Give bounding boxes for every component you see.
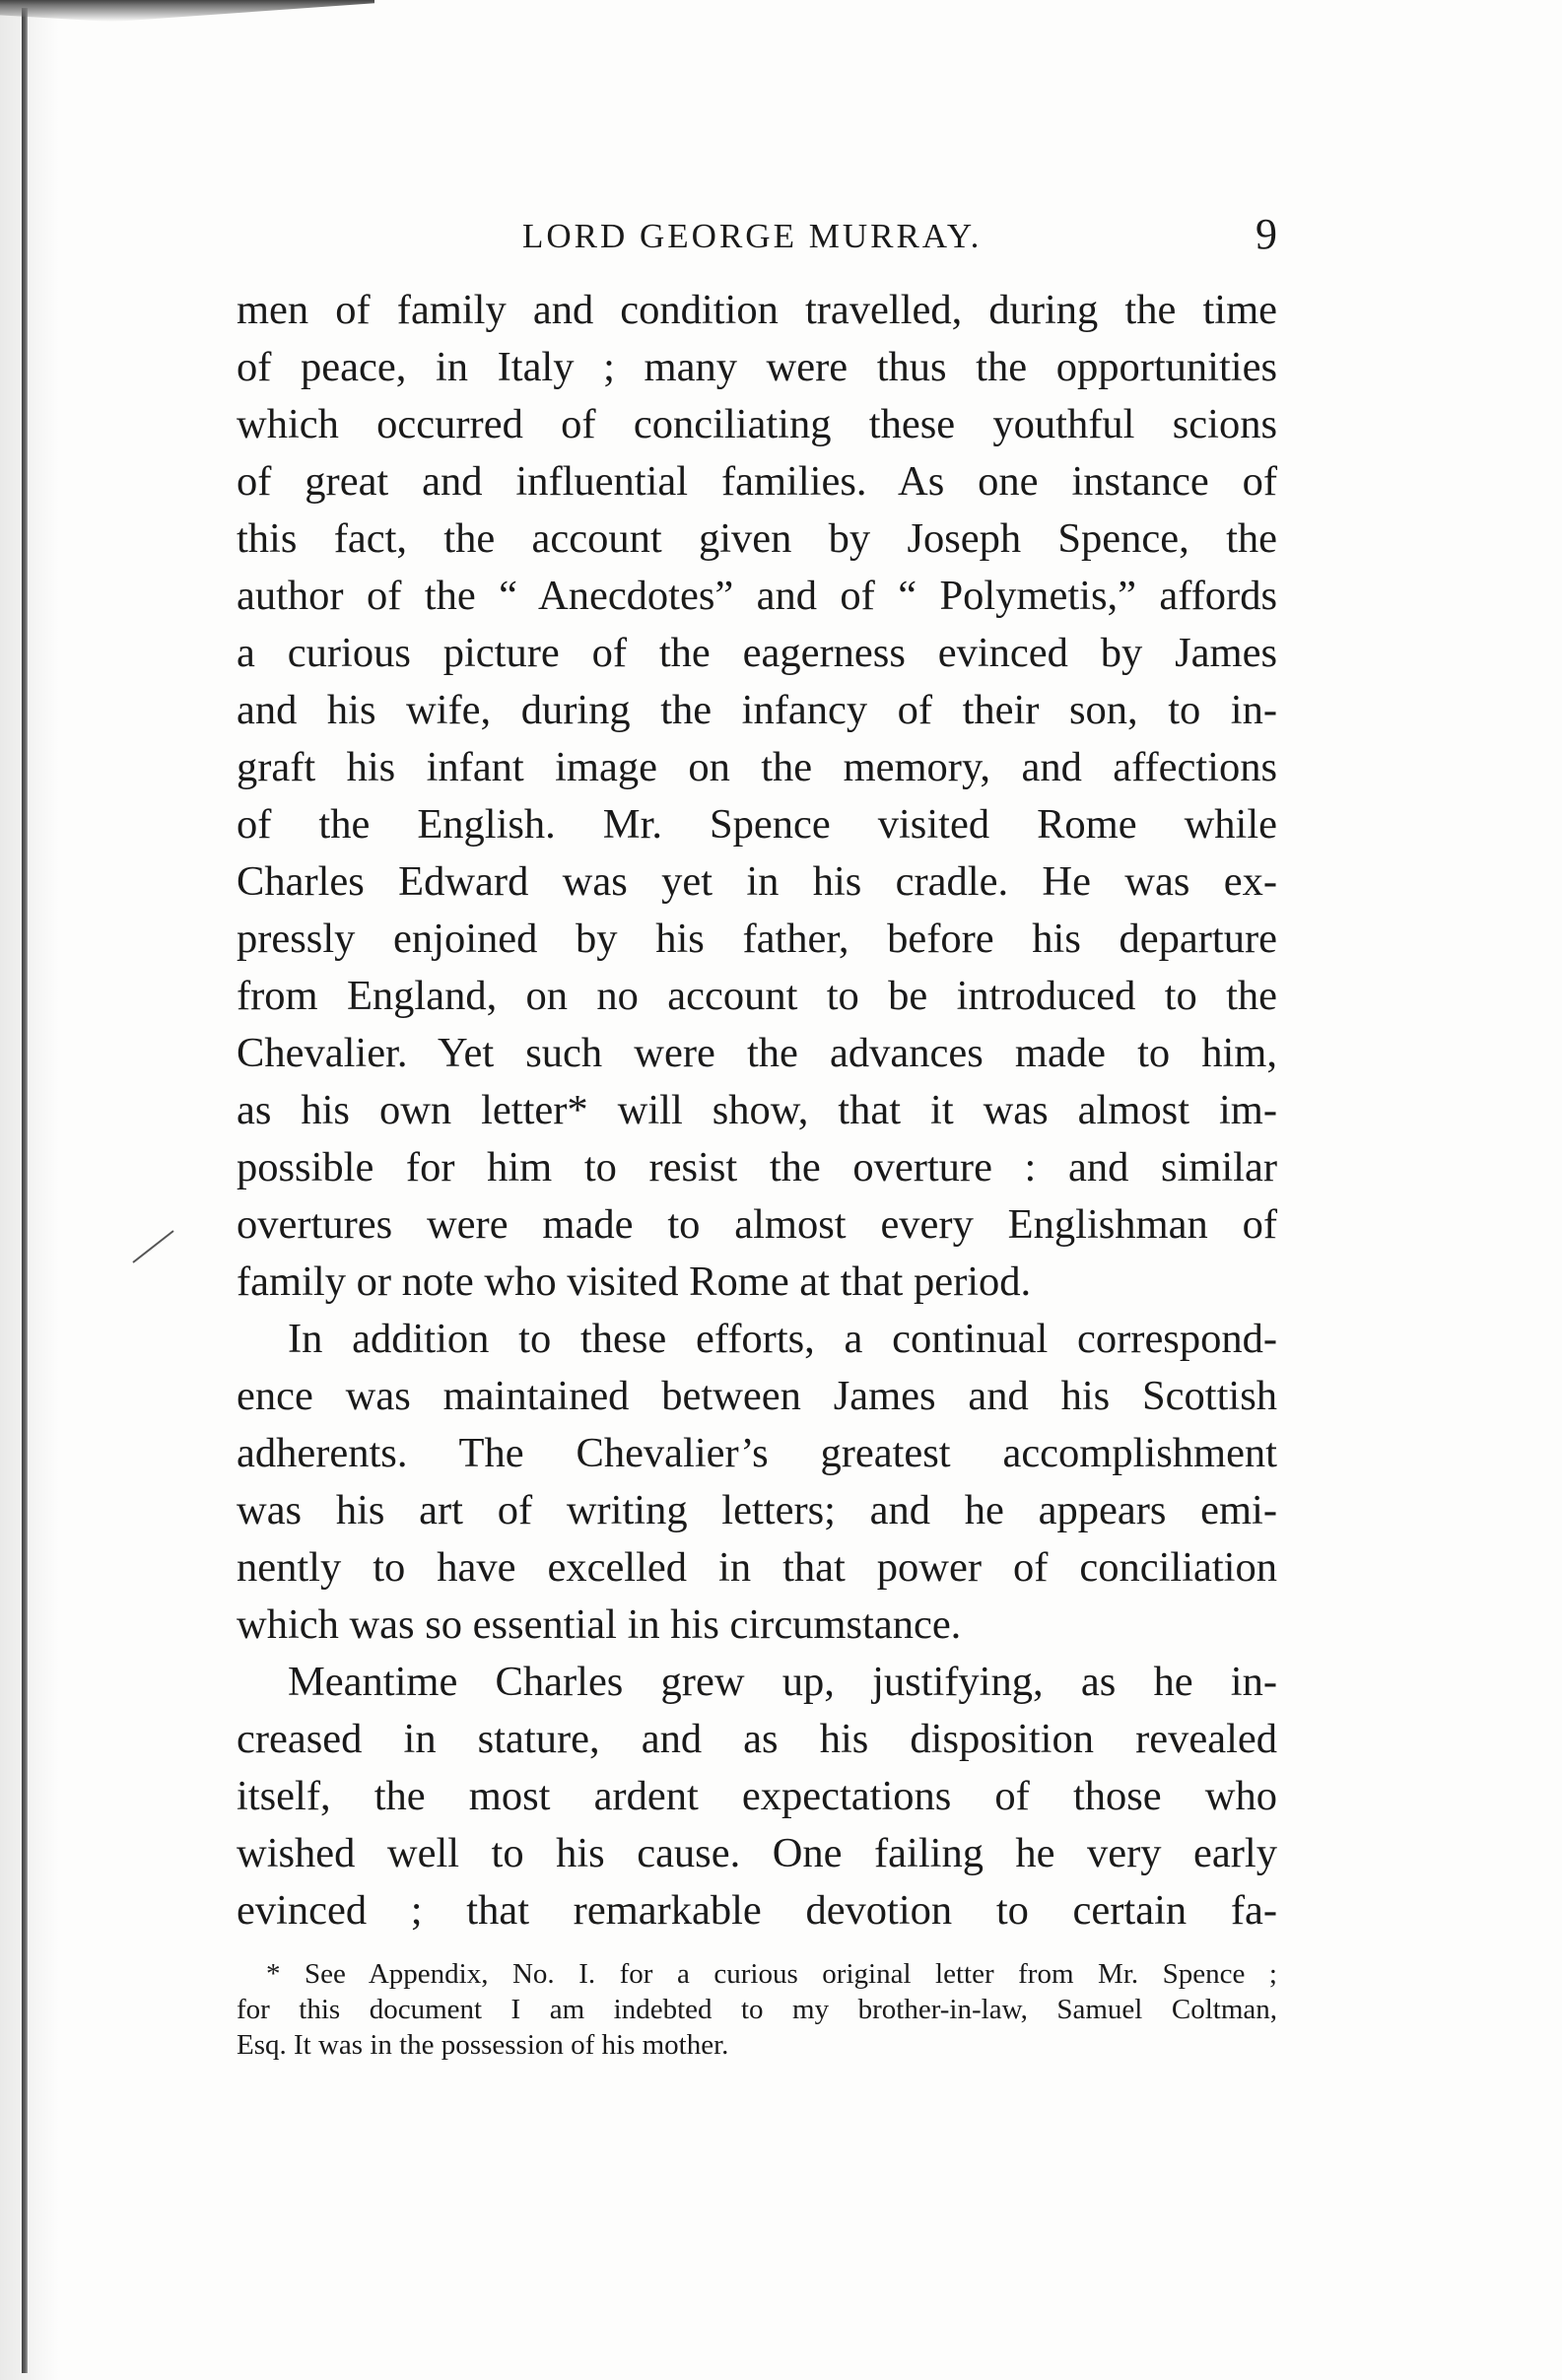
text-line: itself, the most ardent expectations of those who [237, 1773, 1277, 1819]
footnote-line: * See Appendix, No. I. for a curious original letter from Mr. Spence ; [266, 1958, 1277, 1990]
text-line: evinced ; that remarkable devotion to certain fa- [237, 1887, 1277, 1934]
text-line: adherents. The Chevalier’s greatest accomplishment [237, 1430, 1277, 1476]
text-line: pressly enjoined by his father, before his departure [237, 916, 1277, 962]
text-line: graft his infant image on the memory, and affections [237, 744, 1277, 790]
text-line: and his wife, during the infancy of their son, to in- [237, 687, 1277, 733]
text-line: wished well to his cause. One failing he very early [237, 1830, 1277, 1876]
text-line: as his own letter* will show, that it was almost im- [237, 1087, 1277, 1133]
body-text [237, 282, 1277, 1939]
text-line: overtures were made to almost every Englishman of [237, 1201, 1277, 1248]
text-line: from England, on no account to be introduced to the [237, 973, 1277, 1019]
text-line: creased in stature, and as his disposition revealed [237, 1716, 1277, 1762]
text-line: of the English. Mr. Spence visited Rome while [237, 801, 1277, 848]
page-header [237, 209, 1277, 258]
text-line: a curious picture of the eagerness evinced by James [237, 630, 1277, 676]
text-line: which occurred of conciliating these youthful scions [237, 401, 1277, 447]
text-line: men of family and condition travelled, during the time [237, 287, 1277, 333]
page-number: 9 [1256, 210, 1277, 258]
text-line: nently to have excelled in that power of conciliation [237, 1544, 1277, 1591]
text-line: of peace, in Italy ; many were thus the opportunities [237, 344, 1277, 390]
text-line: Charles Edward was yet in his cradle. He was ex- [237, 858, 1277, 905]
pencil-mark [132, 1230, 173, 1263]
text-line: In addition to these efforts, a continual correspond- [288, 1316, 1277, 1362]
footnote-line: Esq. It was in the possession of his mother. [237, 2029, 729, 2061]
binding-shadow [0, 0, 59, 2380]
text-line: author of the “ Anecdotes” and of “ Polymetis,” affords [237, 573, 1277, 619]
text-line: which was so essential in his circumstance. [237, 1601, 962, 1648]
footnote-line: for this document I am indebted to my brother-in-law, Samuel Coltman, [237, 1994, 1277, 2025]
text-line: Meantime Charles grew up, justifying, as he in- [288, 1659, 1277, 1705]
text-line: family or note who visited Rome at that period. [237, 1258, 1032, 1305]
running-head: LORD GEORGE MURRAY. [522, 217, 983, 255]
text-line: ence was maintained between James and his Scottish [237, 1373, 1277, 1419]
footnote [237, 1956, 1277, 2063]
text-line: possible for him to resist the overture : and similar [237, 1144, 1277, 1190]
binding-edge [22, 8, 28, 2373]
text-line: Chevalier. Yet such were the advances made to him, [237, 1030, 1277, 1076]
text-line: of great and influential families. As one instance of [237, 458, 1277, 505]
text-line: this fact, the account given by Joseph Spence, the [237, 515, 1277, 562]
text-line: was his art of writing letters; and he appears emi- [237, 1487, 1277, 1533]
